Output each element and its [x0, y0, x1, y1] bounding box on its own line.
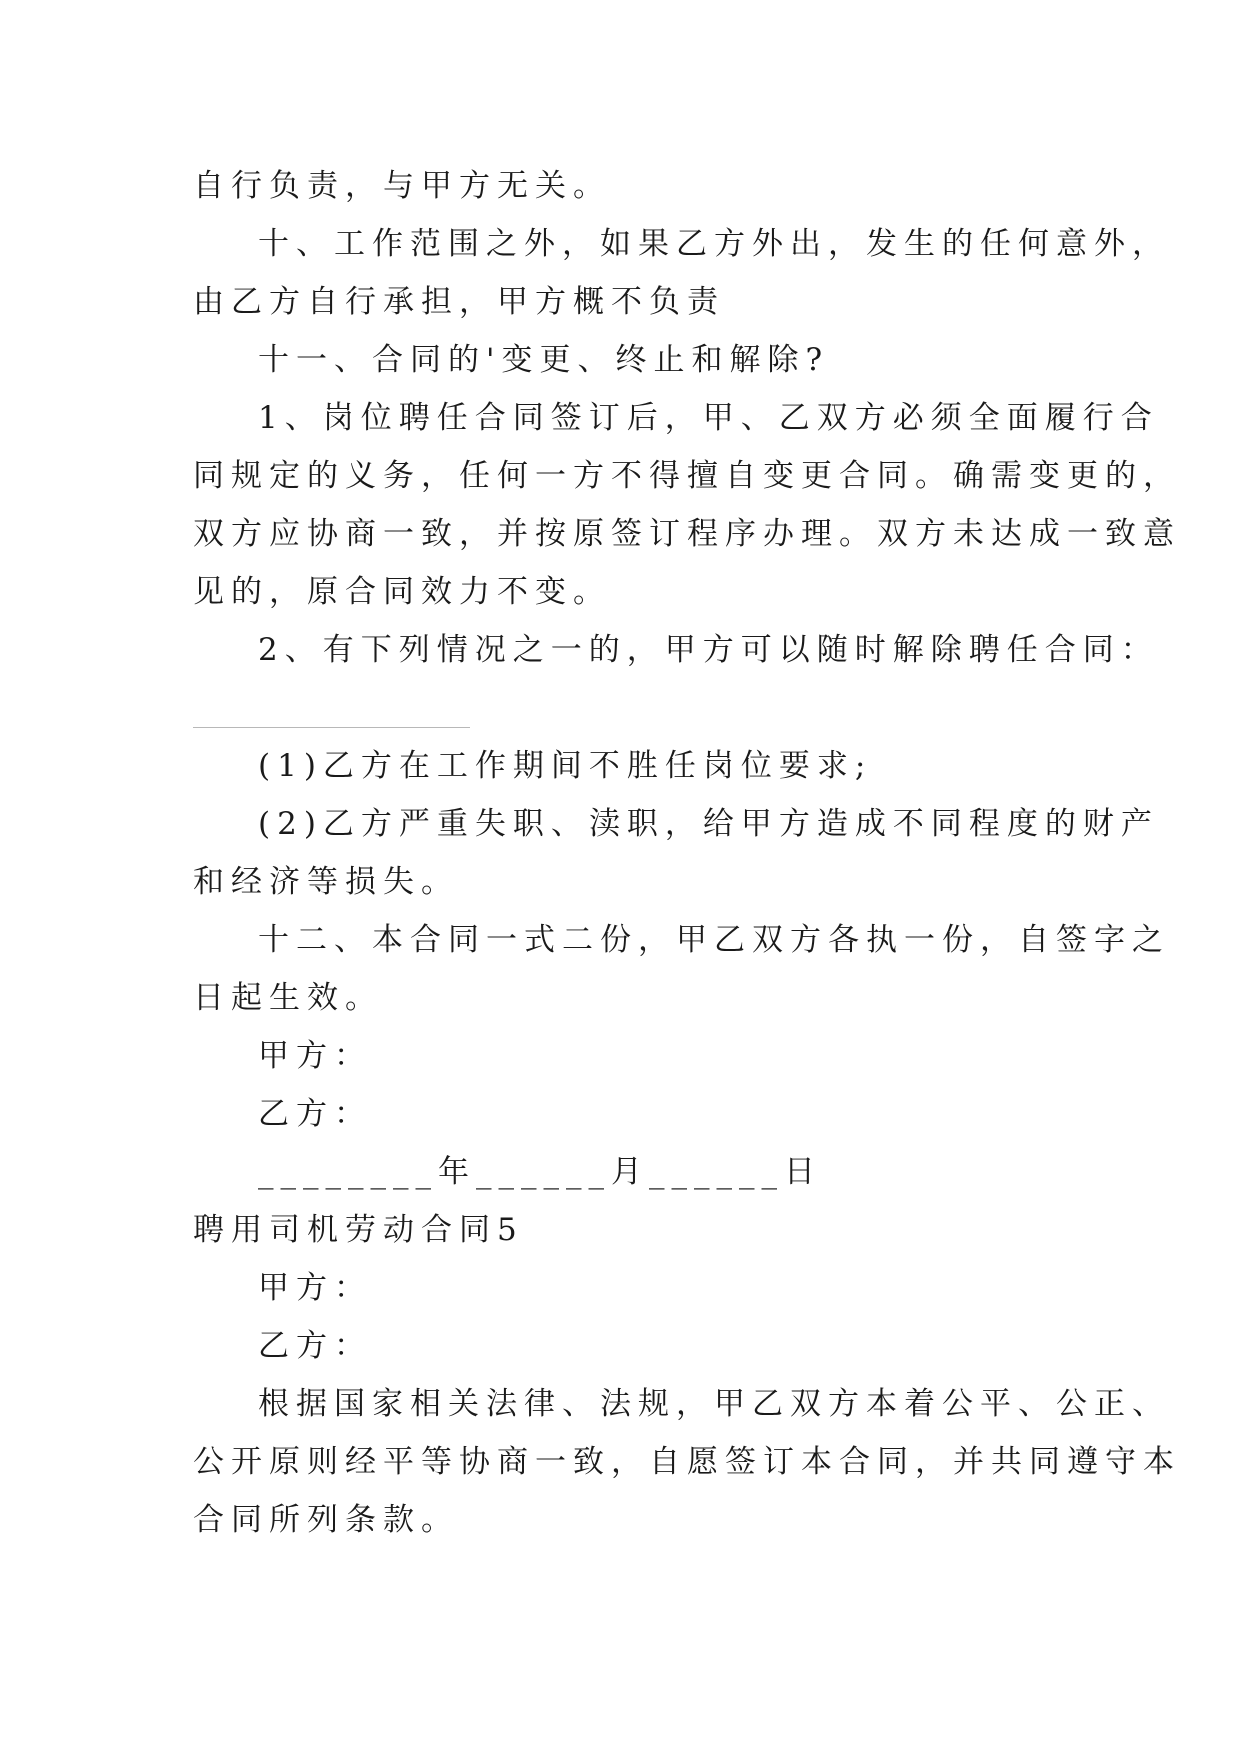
preamble-line: 合同所列条款。	[193, 1502, 459, 1538]
clause-10-heading: 十、工作范围之外，如果乙方外出，发生的任何意外，	[258, 226, 1170, 262]
list-item: (1)乙方在工作期间不胜任岗位要求;	[258, 748, 873, 784]
text-line: 日起生效。	[193, 980, 383, 1016]
contract-title: 聘用司机劳动合同5	[193, 1212, 524, 1248]
text-line: 2、有下列情况之一的，甲方可以随时解除聘任合同：	[258, 632, 1159, 668]
clause-12-heading: 十二、本合同一式二份，甲乙双方各执一份，自签字之	[258, 922, 1170, 958]
text-line: 同规定的义务，任何一方不得擅自变更合同。确需变更的，	[193, 458, 1181, 494]
clause-11-heading: 十一、合同的'变更、终止和解除?	[258, 342, 830, 378]
section-divider	[193, 727, 470, 728]
text-line: 1、岗位聘任合同签订后，甲、乙双方必须全面履行合	[258, 400, 1159, 436]
party-a-label: 甲方：	[258, 1038, 372, 1074]
text-line: 由乙方自行承担，甲方概不负责	[193, 284, 725, 320]
preamble-line: 根据国家相关法律、法规，甲乙双方本着公平、公正、	[258, 1386, 1170, 1422]
date-line: ________年______月______日	[258, 1154, 822, 1190]
party-a-label: 甲方：	[258, 1270, 372, 1306]
text-line: 见的，原合同效力不变。	[193, 574, 611, 610]
text-line: 双方应协商一致，并按原签订程序办理。双方未达成一致意	[193, 516, 1181, 552]
party-b-label: 乙方：	[258, 1328, 372, 1364]
list-item: (2)乙方严重失职、渎职，给甲方造成不同程度的财产	[258, 806, 1159, 842]
party-b-label: 乙方：	[258, 1096, 372, 1132]
text-line: 和经济等损失。	[193, 864, 459, 900]
preamble-line: 公开原则经平等协商一致，自愿签订本合同，并共同遵守本	[193, 1444, 1181, 1480]
text-line: 自行负责，与甲方无关。	[193, 168, 611, 204]
